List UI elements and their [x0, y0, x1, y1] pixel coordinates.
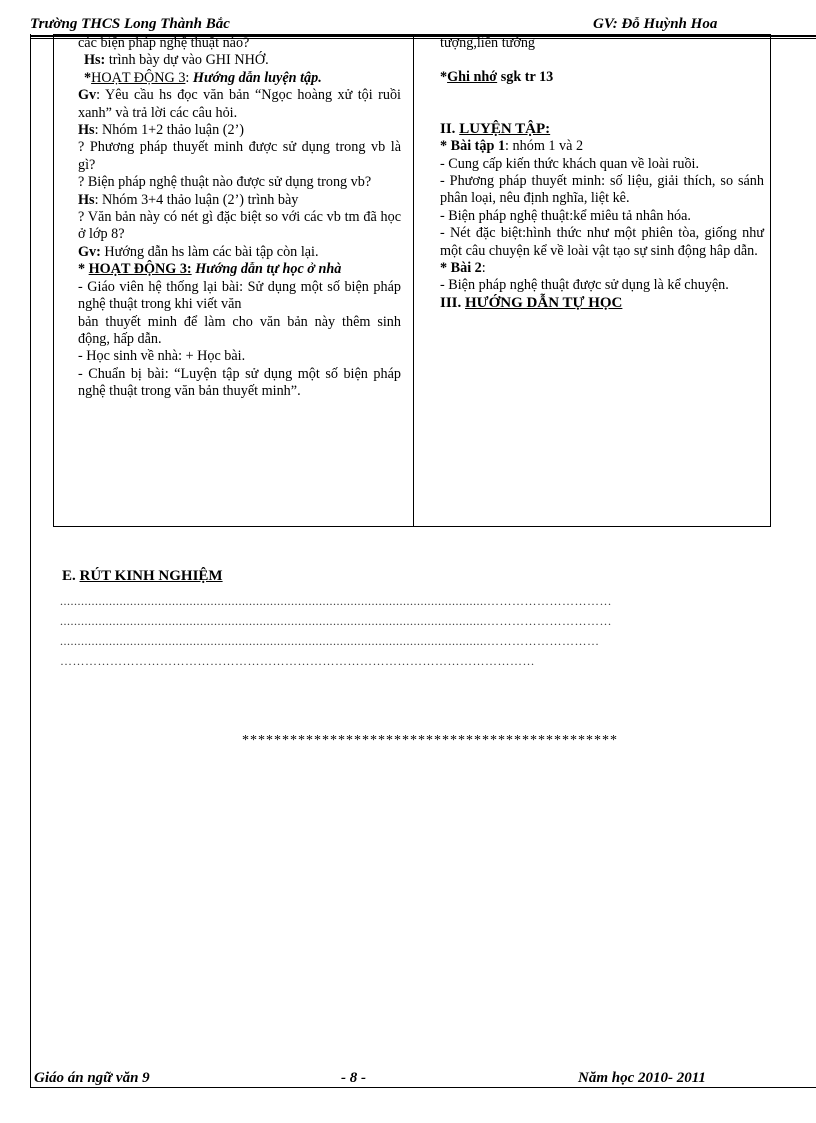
text-line: - Học sinh về nhà: + Học bài. — [78, 348, 246, 365]
text-line: - Biện pháp nghệ thuật được sử dụng là kể chuyện. — [440, 277, 729, 294]
content-column — [414, 35, 771, 527]
school-name: Trường THCS Long Thành Bắc — [30, 16, 230, 32]
page-header — [30, 16, 816, 34]
page-footer — [30, 1070, 816, 1088]
student-label: Hs — [78, 122, 95, 139]
teacher-label: Gv — [78, 87, 97, 104]
dotted-line: ..........................................................................................................................………………………… — [60, 594, 612, 608]
bullet-star: * — [440, 69, 448, 86]
text-line: : Yêu cầu hs đọc văn bản “Ngọc hoàng xử tội ruồi xanh” và trả lời các câu hỏi. — [78, 87, 401, 121]
dotted-line: …………………………………………………………………………………………………… — [60, 654, 535, 668]
text-line: : Nhóm 3+4 thảo luận (2’) trình bày — [94, 191, 299, 208]
bullet-star: * — [78, 261, 89, 278]
teacher-name: GV: Đỗ Huỳnh Hoa — [593, 16, 718, 32]
question-line: ? Biện pháp nghệ thuật nào được sử dụng trong vb? — [78, 174, 372, 191]
experience-section-title — [62, 568, 223, 585]
colon: : — [481, 260, 486, 277]
text-line: : nhóm 1 và 2 — [505, 138, 584, 155]
teacher-activity-column — [54, 35, 414, 527]
teacher-label: Gv: — [78, 243, 101, 260]
bullet-star: * — [84, 69, 92, 86]
student-label: Hs: — [84, 52, 106, 69]
memo-label: Ghi nhớ — [447, 69, 498, 86]
question-line: ? Văn bản này có nét gì đặc biệt so với các vb tm đã học ở lớp 8? — [78, 209, 401, 243]
footer-course: Giáo án ngữ văn 9 — [34, 1070, 150, 1086]
section-letter: E. — [62, 568, 80, 584]
text-line: - Chuẩn bị bài: “Luyện tập sử dụng một số biện pháp nghệ thuật trong văn bản thuyết minh”. — [78, 365, 401, 400]
section-heading: RÚT KINH NGHIỆM — [79, 568, 223, 584]
section-number: II. — [440, 120, 460, 137]
memo-ref: sgk tr 13 — [497, 69, 554, 86]
school-year: Năm học 2010- 2011 — [578, 1070, 706, 1086]
section-heading: HƯỚNG DẪN TỰ HỌC — [465, 294, 623, 311]
text-line: trình bày dự vào GHI NHỚ. — [105, 52, 269, 69]
text-line: - Giáo viên hệ thống lại bài: Sử dụng một số biện pháp nghệ thuật trong khi viết văn — [78, 278, 401, 313]
lesson-table — [53, 34, 771, 527]
text-line: Hướng dẫn hs làm các bài tập còn lại. — [100, 243, 319, 260]
text-line: - Nét đặc biệt:hình thức như một phiên tòa, giống như một câu chuyện kể về loài vật tạo sự sinh động hâp dẫn. — [440, 225, 764, 259]
section-number: III. — [440, 294, 466, 311]
activity-heading: HOẠT ĐỘNG 3: — [88, 261, 192, 278]
star-separator: *********************************************** — [242, 733, 618, 748]
dotted-line: ..........................................................................................................................……………………… — [60, 634, 600, 648]
question-line: ? Phương pháp thuyết minh được sử dụng trong vb là gì? — [78, 139, 401, 173]
section-heading: LUYỆN TẬP: — [459, 120, 551, 137]
text-line: các biện pháp nghệ thuật nào? — [78, 35, 250, 51]
student-label: Hs — [78, 191, 95, 208]
exercise-label: * Bài tập 1 — [440, 138, 506, 155]
text-line: - Cung cấp kiến thức khách quan về loài ruồi. — [440, 155, 700, 172]
activity-title: Hướng dẫn luyện tập. — [189, 69, 322, 86]
activity-heading: HOẠT ĐỘNG 3 — [91, 69, 186, 86]
exercise-label: * Bài 2 — [440, 260, 482, 277]
text-line: - Biện pháp nghệ thuật:kể miêu tả nhân hóa. — [440, 207, 691, 224]
text-line: : Nhóm 1+2 thảo luận (2’) — [94, 122, 245, 139]
text-line: - Phương pháp thuyết minh: số liệu, giải thích, so sánh phân loại, nêu định nghĩa, liệt kê. — [440, 173, 764, 207]
dotted-line: ..........................................................................................................................………………………… — [60, 614, 612, 628]
activity-title: Hướng dẫn tự học ở nhà — [191, 261, 342, 278]
text-line: bản thuyết minh để làm cho văn bản này thêm sinh động, hấp dẫn. — [78, 313, 401, 347]
page-number: - 8 - — [341, 1070, 366, 1086]
colon: : — [185, 69, 190, 86]
text-line: tượng,liên tưởng — [440, 35, 536, 51]
